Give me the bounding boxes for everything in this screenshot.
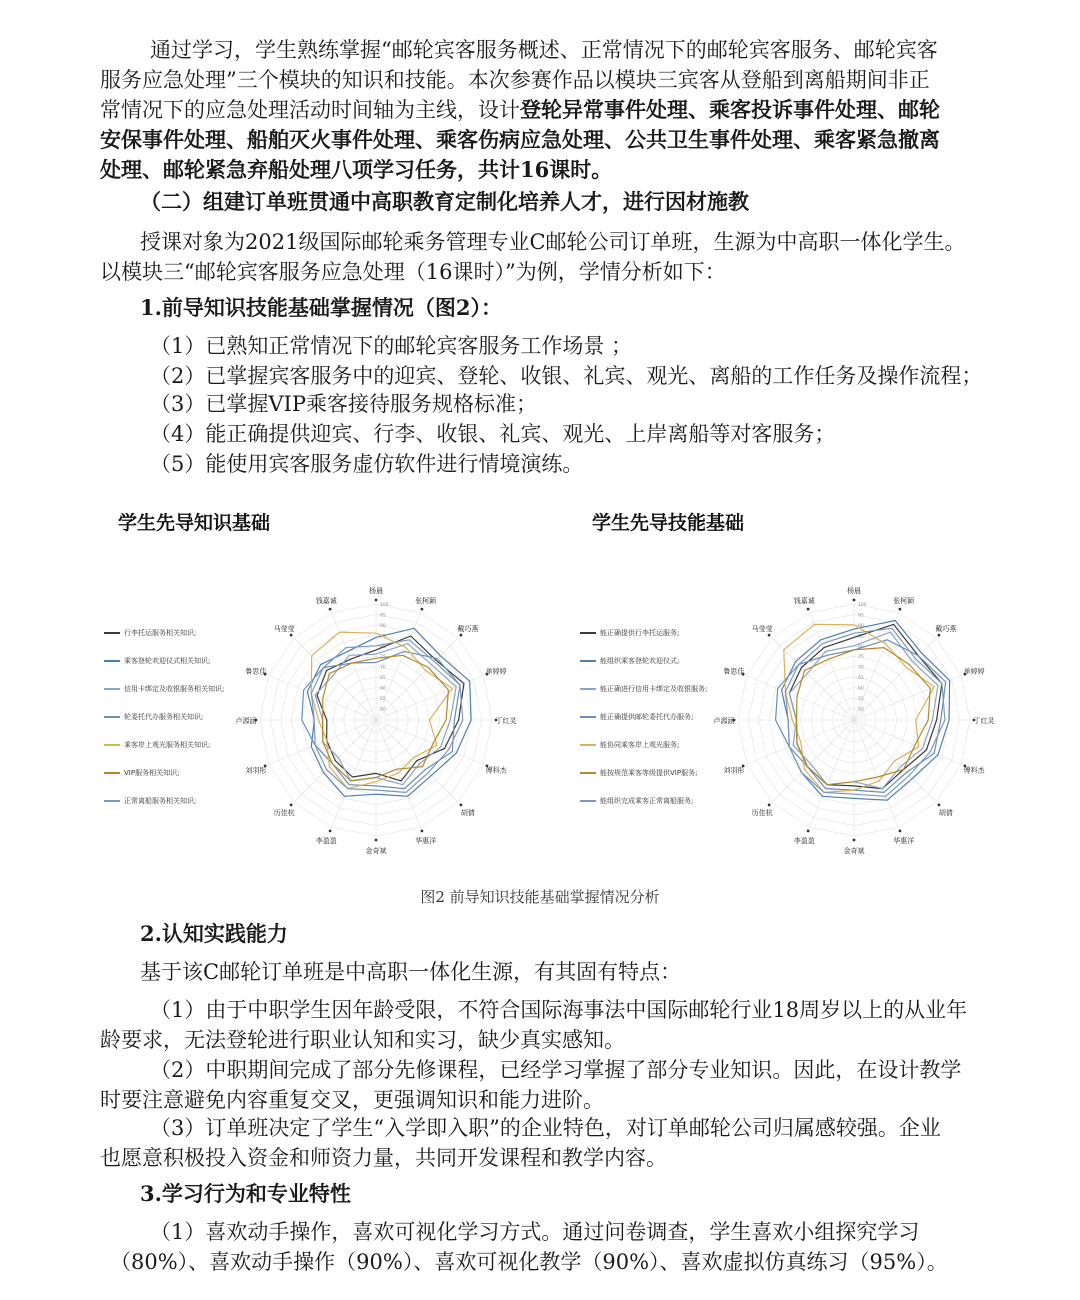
radar-tick-label: 65 (858, 676, 864, 682)
radar-tick-label: 60 (380, 686, 386, 692)
sub3-line-1: （1）喜欢动手操作，喜欢可视化学习方式。通过问卷调查，学生喜欢小组探究学习 (150, 1220, 920, 1244)
legend-item (580, 796, 693, 806)
radar-tick-label: 65 (380, 676, 386, 682)
radar-series-line (323, 655, 449, 781)
chart-skill-legend (580, 628, 730, 808)
section2-paragraph-1: 授课对象为2021级国际邮轮乘务管理专业C邮轮公司订单班，生源为中高职一体化学生。 (140, 230, 966, 254)
radar-axis-dot (421, 830, 424, 833)
section2-paragraph-2: 以模块三“邮轮宾客服务应急处理（16课时）”为例，学情分析如下： (100, 260, 726, 284)
legend-swatch (580, 716, 596, 718)
radar-tick-label: 50 (858, 707, 864, 713)
intro-line-2: 服务应急处理”三个模块的知识和技能。本次参赛作品以模块三宾客从登船到离船期间非正 (100, 68, 930, 92)
radar-spoke (854, 720, 961, 764)
legend-label: 行李托运服务相关知识; (124, 629, 197, 637)
radar-tick-label: 90 (380, 623, 386, 629)
legend-item (104, 740, 210, 750)
section2-heading: （二）组建订单班贯通中高职教育定制化培养人才，进行因材施教 (140, 189, 749, 214)
radar-axis-dot (853, 599, 856, 602)
legend-label: 能正确提供邮轮委托代办服务; (600, 713, 694, 721)
radar-tick-label: 50 (380, 707, 386, 713)
sub1-heading: 1.前导知识技能基础掌握情况（图2）： (140, 295, 503, 320)
legend-item (104, 768, 179, 778)
sub2-line-4: 时要注意避免内容重复交叉，更强调知识和能力进阶。 (100, 1088, 604, 1112)
legend-swatch (580, 772, 596, 774)
radar-axis-dot (938, 634, 941, 637)
radar-spoke (810, 720, 854, 827)
radar-axis-label: 钱嘉诚 (315, 596, 337, 605)
radar-axis-dot (421, 608, 424, 611)
legend-item (580, 684, 707, 694)
sub2-line-1: （1）由于中职学生因年龄受限，不符合国际海事法中国际邮轮行业18周岁以上的从业年 (150, 998, 968, 1022)
sub2-line-2: 龄要求，无法登轮进行职业认知和实习，缺少真实感知。 (100, 1028, 625, 1052)
legend-label: 乘客登轮欢迎仪式相关知识; (124, 657, 211, 665)
radar-axis-label: 华惠洋 (893, 837, 915, 846)
legend-label: 能正确进行信用卡绑定及收银服务; (600, 685, 708, 693)
legend-label: 能组织完成乘客正常离船服务; (600, 797, 694, 805)
radar-axis-dot (899, 608, 902, 611)
radar-spoke (332, 613, 376, 720)
legend-label: 正常离船服务相关知识; (124, 797, 197, 805)
radar-axis-dot (375, 839, 378, 842)
legend-item (104, 628, 196, 638)
radar-tick-label: 80 (380, 644, 386, 650)
legend-label: 能按规范乘客等级提供VIP服务; (600, 769, 698, 777)
sub2-line-5: （3）订单班决定了学生“入学即入职”的企业特色，对订单邮轮公司归属感较强。企业 (150, 1116, 941, 1140)
sub1-item-3: （3）已掌握VIP乘客接待服务规格标准； (150, 392, 537, 416)
radar-tick-label: 75 (380, 655, 386, 661)
legend-item (104, 684, 224, 694)
legend-item (580, 768, 697, 778)
radar-axis-label: 李盈盈 (315, 837, 337, 846)
sub1-item-1: （1）已熟知正常情况下的邮轮宾客服务工作场景 ； (150, 334, 633, 358)
radar-axis-dot (899, 830, 902, 833)
radar-axis-label: 胡倩 (938, 808, 953, 817)
legend-label: VIP服务相关知识; (124, 769, 180, 777)
radar-axis-label: 傅科杰 (485, 766, 507, 775)
sub3-heading: 3.学习行为和专业特性 (140, 1181, 351, 1206)
radar-axis-dot (290, 634, 293, 637)
radar-tick-label: 60 (858, 686, 864, 692)
legend-label: 能协同乘客岸上观光服务; (600, 741, 680, 749)
radar-axis-label: 鲁思佳 (245, 667, 267, 676)
chart-skill-radar (713, 570, 995, 870)
radar-tick-label: 90 (858, 623, 864, 629)
radar-axis-dot (768, 804, 771, 807)
radar-tick-label: 70 (858, 665, 864, 671)
radar-axis-label: 丁红灵 (973, 717, 995, 725)
radar-spoke (747, 676, 854, 720)
radar-axis-dot (329, 608, 332, 611)
radar-axis-label: 刘羽彤 (245, 766, 267, 775)
radar-axis-dot (375, 599, 378, 602)
radar-axis-dot (329, 830, 332, 833)
sub2-line-6: 也愿意积极投入资金和师资力量，共同开发课程和教学内容。 (100, 1146, 667, 1170)
radar-tick-label: 80 (858, 644, 864, 650)
sub3-line-2: （80%）、喜欢动手操作（90%）、喜欢可视化教学（90%）、喜欢虚拟仿真练习（95%）。 (110, 1250, 948, 1274)
radar-axis-label: 单婷婷 (963, 667, 985, 676)
radar-tick-label: 55 (380, 697, 386, 702)
intro-line-4: 安保事件处理、船舶灭火事件处理、乘客伤病应急处理、公共卫生事件处理、乘客紧急撤离 (100, 127, 940, 152)
radar-tick-label: 100 (380, 603, 389, 608)
radar-axis-dot (290, 804, 293, 807)
legend-swatch (104, 688, 120, 690)
legend-label: 能正确提供行李托运服务; (600, 629, 680, 637)
radar-tick-label: 95 (858, 613, 864, 619)
radar-axis-label: 张柯颖 (415, 596, 437, 605)
radar-axis-dot (768, 634, 771, 637)
sub2-heading: 2.认知实践能力 (140, 921, 288, 946)
radar-spoke (332, 720, 376, 827)
legend-item (580, 712, 693, 722)
radar-axis-label: 丁红灵 (495, 717, 517, 725)
legend-item (580, 628, 679, 638)
legend-item (580, 656, 679, 666)
radar-axis-dot (853, 839, 856, 842)
radar-spoke (810, 613, 854, 720)
radar-series-line (782, 621, 950, 801)
intro-line-1: 通过学习，学生熟练掌握“邮轮宾客服务概述、正常情况下的邮轮宾客服务、邮轮宾客 (150, 38, 938, 62)
radar-spoke (854, 720, 898, 827)
radar-axis-label: 戴巧燕 (935, 625, 957, 634)
radar-spoke (376, 720, 483, 764)
sub1-item-2: （2）已掌握宾客服务中的迎宾、登轮、收银、礼宾、观光、离船的工作任务及操作流程； (150, 364, 983, 388)
radar-axis-label: 杨晨 (369, 587, 383, 595)
radar-axis-label: 刘羽彤 (723, 766, 745, 775)
radar-axis-dot (807, 830, 810, 833)
radar-axis-label: 鲁思佳 (723, 667, 745, 676)
radar-axis-label: 李盈盈 (793, 837, 815, 846)
intro-line-3: 常情况下的应急处理活动时间轴为主线，设计登轮异常事件处理、乘客投诉事件处理、邮轮 (100, 97, 940, 122)
radar-tick-label: 100 (858, 603, 867, 608)
radar-axis-label: 华惠洋 (415, 837, 437, 846)
radar-axis-label: 单婷婷 (485, 667, 507, 676)
legend-swatch (104, 744, 120, 746)
legend-swatch (104, 632, 120, 634)
radar-tick-label: 55 (858, 697, 864, 702)
sub1-item-4: （4）能正确提供迎宾、行李、收银、礼宾、观光、上岸离船等对客服务； (150, 422, 836, 446)
radar-axis-dot (460, 634, 463, 637)
radar-axis-label: 历佳杭 (751, 808, 773, 817)
radar-tick-label: 85 (858, 634, 864, 640)
legend-swatch (104, 660, 120, 662)
sub1-item-5: （5）能使用宾客服务虚仿软件进行情境演练。 (150, 452, 584, 476)
radar-axis-label: 金奇斌 (843, 847, 865, 855)
radar-tick-label: 75 (858, 655, 864, 661)
legend-item (104, 796, 196, 806)
intro-line-5: 处理、邮轮紧急弃船处理八项学习任务，共计16课时。 (100, 157, 613, 182)
legend-item (104, 656, 210, 666)
legend-swatch (104, 772, 120, 774)
radar-axis-dot (460, 804, 463, 807)
legend-swatch (580, 688, 596, 690)
legend-swatch (580, 660, 596, 662)
legend-swatch (104, 800, 120, 802)
legend-swatch (580, 800, 596, 802)
legend-swatch (104, 716, 120, 718)
chart-knowledge-title: 学生先导知识基础 (118, 512, 271, 534)
radar-tick-label: 95 (380, 613, 386, 619)
chart-knowledge-radar (235, 570, 517, 870)
radar-tick-label: 85 (380, 634, 386, 640)
radar-tick-label: 70 (380, 665, 386, 671)
legend-label: 能组织乘客登轮欢迎仪式; (600, 657, 680, 665)
radar-axis-label: 马莹莹 (273, 625, 295, 634)
radar-axis-label: 杨晨 (847, 587, 861, 595)
legend-item (104, 712, 203, 722)
figure-caption: 图2 前导知识技能基础掌握情况分析 (420, 888, 660, 906)
radar-axis-label: 历佳杭 (273, 808, 295, 817)
radar-axis-label: 戴巧燕 (457, 625, 479, 634)
legend-label: 信用卡绑定及收银服务相关知识; (124, 685, 225, 693)
sub2-line-3: （2）中职期间完成了部分先修课程，已经学习掌握了部分专业知识。因此，在设计教学 (150, 1058, 962, 1082)
legend-item (580, 740, 679, 750)
radar-spoke (376, 676, 483, 720)
radar-axis-label: 胡倩 (460, 808, 475, 817)
radar-axis-label: 金奇斌 (365, 847, 387, 855)
radar-axis-dot (807, 608, 810, 611)
legend-label: 轮委托代办服务相关知识; (124, 713, 204, 721)
chart-knowledge-legend (104, 628, 244, 808)
legend-label: 乘客岸上观光服务相关知识; (124, 741, 211, 749)
radar-axis-dot (938, 804, 941, 807)
chart-skill-title: 学生先导技能基础 (592, 512, 745, 534)
legend-swatch (580, 632, 596, 634)
sub2-intro: 基于该C邮轮订单班是中高职一体化生源，有其固有特点： (140, 960, 682, 984)
radar-axis-label: 钱嘉诚 (793, 596, 815, 605)
radar-axis-label: 张柯颖 (893, 596, 915, 605)
radar-axis-label: 卢源涵 (713, 717, 735, 725)
radar-axis-label: 卢源涵 (235, 717, 257, 725)
radar-axis-label: 马莹莹 (751, 625, 773, 634)
radar-spoke (294, 638, 376, 720)
legend-swatch (580, 744, 596, 746)
radar-axis-label: 傅科杰 (963, 766, 985, 775)
